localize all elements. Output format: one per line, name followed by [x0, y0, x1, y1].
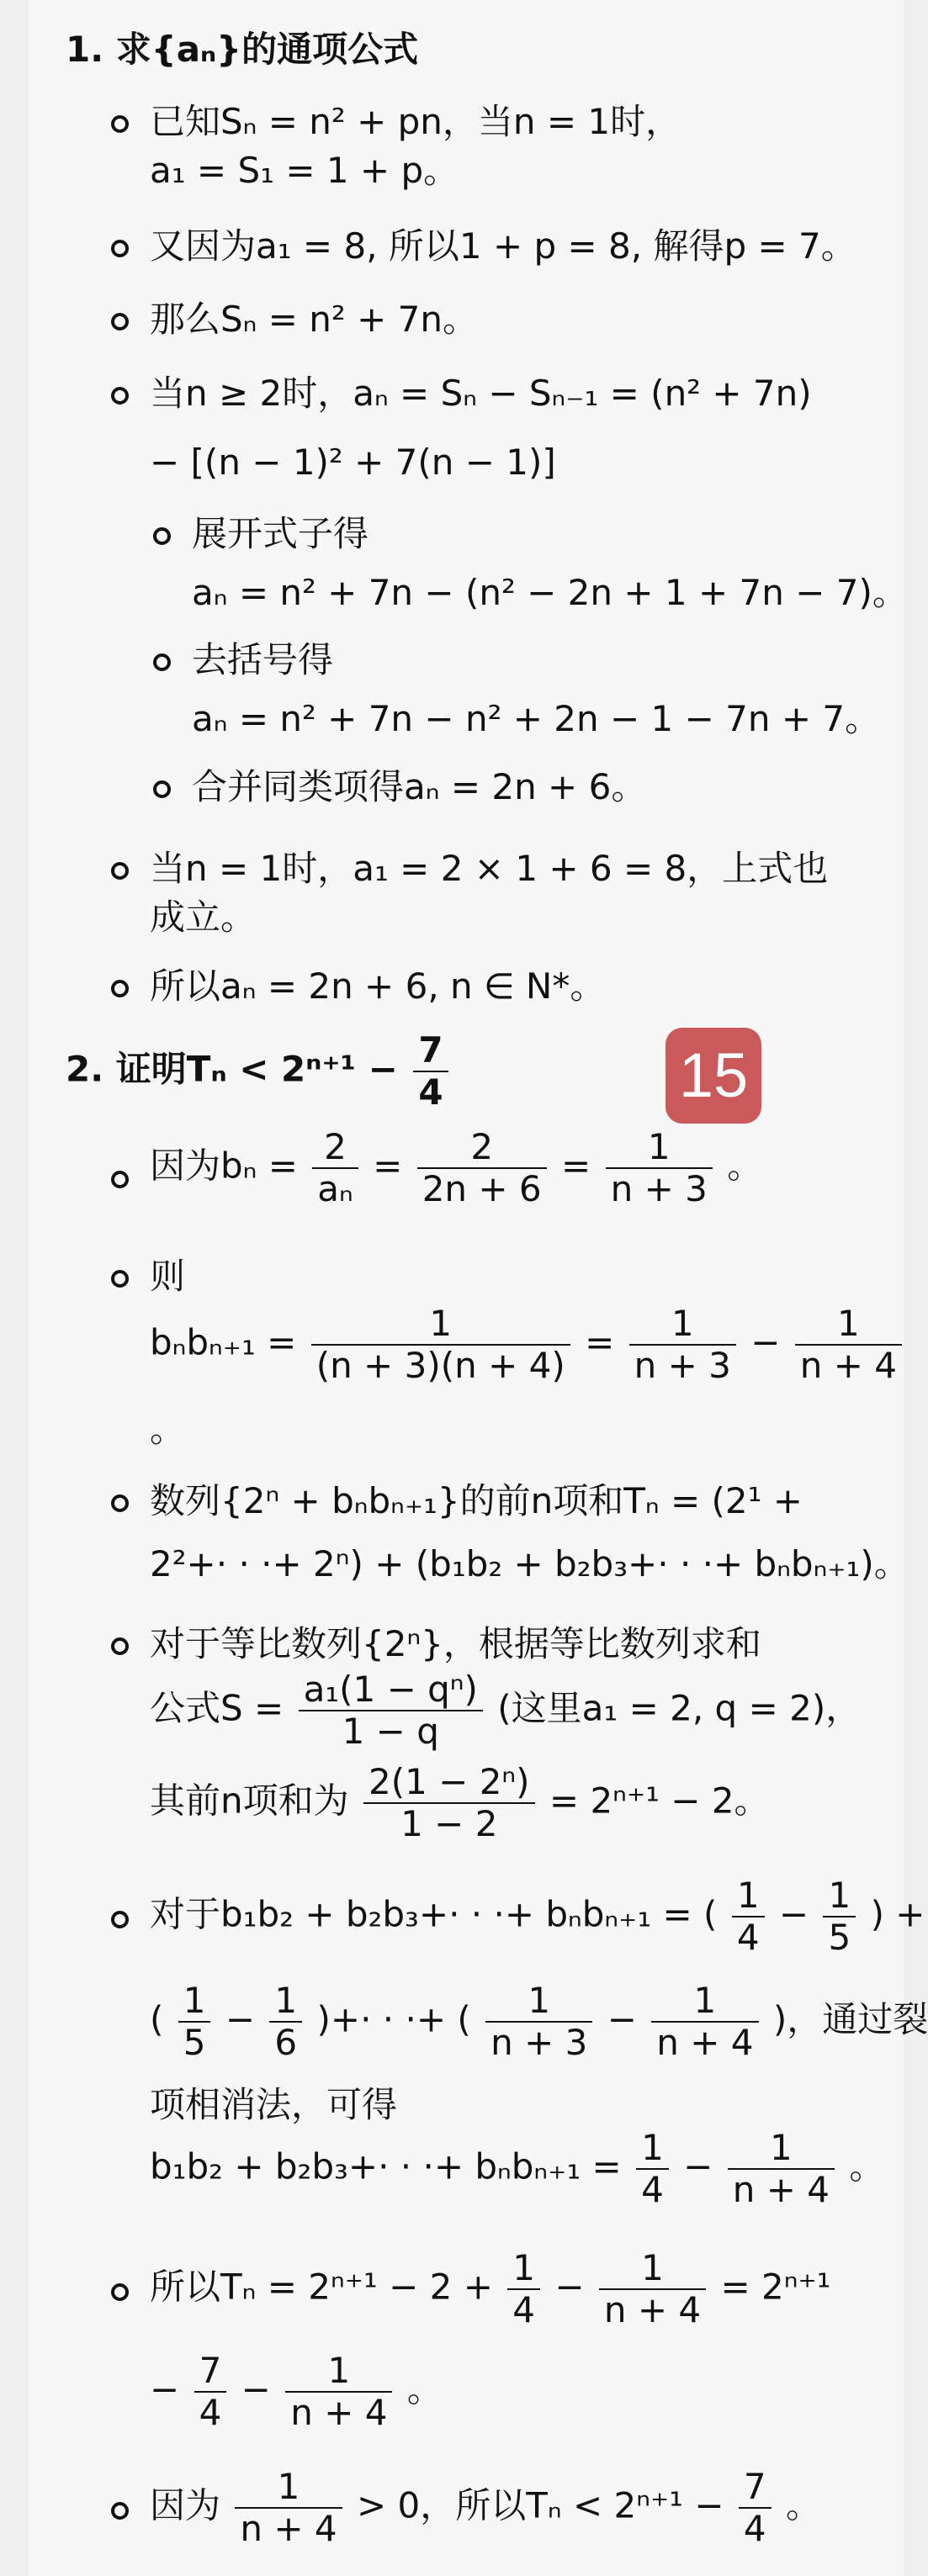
- denominator: 4: [743, 2508, 766, 2549]
- fraction: [823, 1875, 856, 1958]
- text: −: [607, 1998, 637, 2040]
- text: 因为: [150, 2484, 221, 2526]
- text: (: [150, 1998, 164, 2040]
- numerator: 1: [285, 2351, 392, 2393]
- bullet-icon: [111, 1637, 129, 1655]
- numerator: a₁(1 − qⁿ): [299, 1669, 483, 1711]
- list-item: [150, 1875, 925, 1958]
- list-item-continuation: [150, 1981, 928, 2063]
- list-item: 对于等比数列{2ⁿ}，根据等比数列求和: [150, 1623, 761, 1664]
- denominator: n + 3: [491, 2022, 588, 2063]
- sub-list-item: 去括号得: [192, 639, 334, 680]
- numerator: 1: [599, 2248, 706, 2290]
- fraction: [485, 1981, 592, 2063]
- numerator: 7: [739, 2467, 772, 2509]
- denominator: (n + 3)(n + 4): [316, 1345, 565, 1386]
- text: =: [561, 1145, 591, 1187]
- fraction: [269, 1981, 302, 2063]
- list-item: 所以aₙ = 2n + 6, n ∈ N*。: [150, 965, 606, 1007]
- text: −: [554, 2266, 585, 2308]
- list-item-continuation: 2²+· · ·+ 2ⁿ) + (b₁b₂ + b₂b₃+· · ·+ bₙbₙ₊₁)。: [150, 1543, 909, 1584]
- numerator: 1: [485, 1981, 592, 2023]
- numerator: 7: [194, 2351, 227, 2393]
- bullet-icon: [111, 2283, 129, 2301]
- numerator: 2: [312, 1127, 358, 1169]
- text: =: [585, 1321, 615, 1363]
- text: (这里a₁ = 2, q = 2)，: [497, 1687, 862, 1729]
- text: )，通过裂: [772, 1998, 928, 2040]
- sub-list-item: 展开式子得: [192, 513, 369, 554]
- sub-list-item-continuation: aₙ = n² + 7n − n² + 2n − 1 − 7n + 7。: [192, 698, 881, 739]
- numerator: 1: [507, 2248, 540, 2290]
- bullet-icon: [111, 240, 129, 257]
- text: −: [683, 2145, 713, 2187]
- text: b₁b₂ + b₂b₃+· · ·+ bₙbₙ₊₁ =: [150, 2145, 622, 2187]
- numerator: 1: [823, 1875, 856, 1917]
- fraction: [728, 2128, 835, 2210]
- text: −: [241, 2368, 271, 2410]
- heading-text: 2. 证明Tₙ < 2ⁿ⁺¹ −: [66, 1048, 398, 1090]
- text: 。: [849, 2145, 885, 2187]
- denominator: 4: [512, 2289, 535, 2330]
- bullet-icon: [111, 313, 129, 331]
- fraction: [507, 2248, 540, 2330]
- bullet-icon: [111, 1911, 129, 1928]
- fraction: [312, 1127, 358, 1209]
- list-item-continuation: [150, 1304, 905, 1386]
- fraction: [311, 1304, 570, 1386]
- numerator: 1: [629, 1304, 736, 1346]
- bullet-icon: [111, 980, 129, 997]
- fraction: [194, 2351, 227, 2433]
- numerator: 1: [269, 1981, 302, 2023]
- denominator: 4: [736, 1917, 760, 1958]
- text: 其前n项和为: [150, 1780, 349, 1822]
- fraction: [299, 1669, 483, 1752]
- list-item-continuation: 成立。: [150, 897, 257, 938]
- denominator: n + 3: [634, 1345, 731, 1386]
- bullet-icon: [111, 387, 129, 405]
- fraction: [363, 1762, 535, 1844]
- bullet-icon: [111, 1270, 129, 1288]
- denominator: 4: [199, 2392, 222, 2433]
- text: )+· · ·+ (: [316, 1998, 471, 2040]
- bullet-icon: [111, 1171, 129, 1188]
- denominator: n + 4: [240, 2508, 337, 2549]
- list-item: [150, 1127, 762, 1209]
- list-item-continuation: [150, 2351, 443, 2433]
- denominator: 6: [274, 2022, 298, 2063]
- bullet-icon: [153, 780, 171, 798]
- fraction: [629, 1304, 736, 1386]
- fraction: [651, 1981, 758, 2063]
- bullet-icon: [111, 2502, 129, 2520]
- text: =: [373, 1145, 403, 1187]
- text: 所以Tₙ = 2ⁿ⁺¹ − 2 +: [150, 2266, 493, 2308]
- fraction: [732, 1875, 765, 1958]
- list-item: 又因为a₁ = 8, 所以1 + p = 8, 解得p = 7。: [150, 225, 856, 267]
- list-item: 那么Sₙ = n² + 7n。: [150, 299, 478, 340]
- numerator: 1: [636, 2128, 669, 2170]
- denominator: n + 4: [656, 2022, 754, 2063]
- numerator: 1: [606, 1127, 713, 1169]
- text: −: [750, 1321, 781, 1363]
- denominator: 5: [183, 2022, 206, 2063]
- fraction: [795, 1304, 902, 1386]
- document-page: [29, 0, 928, 2576]
- text: 对于b₁b₂ + b₂b₃+· · ·+ bₙbₙ₊₁ = (: [150, 1893, 718, 1935]
- numerator: 1: [795, 1304, 902, 1346]
- fraction: [417, 1127, 547, 1209]
- list-item-continuation: [150, 1762, 770, 1844]
- list-item-continuation: [150, 2128, 884, 2210]
- fraction: [235, 2467, 342, 2549]
- fraction: [606, 1127, 713, 1209]
- sub-list-item: 合并同类项得aₙ = 2n + 6。: [192, 766, 647, 807]
- denominator: 1 − 2: [400, 1803, 498, 1844]
- numerator: 1: [235, 2467, 342, 2509]
- fraction: [739, 2467, 772, 2549]
- fraction: [599, 2248, 706, 2330]
- section-1-heading: 1. 求{aₙ}的通项公式: [66, 29, 419, 70]
- text: 。: [785, 2484, 821, 2526]
- list-item: 数列{2ⁿ + bₙbₙ₊₁}的前n项和Tₙ = (2¹ +: [150, 1480, 803, 1521]
- numerator: 2(1 − 2ⁿ): [363, 1762, 535, 1804]
- list-item: 当n = 1时，a₁ = 2 × 1 + 6 = 8，上式也: [150, 848, 829, 889]
- fraction: [636, 2128, 669, 2210]
- text: 因为bₙ =: [150, 1145, 298, 1187]
- denominator: 5: [828, 1917, 851, 1958]
- denominator: 4: [641, 2169, 664, 2210]
- fraction: [178, 1981, 211, 2063]
- list-item: [150, 2248, 831, 2330]
- text: 。: [727, 1145, 763, 1187]
- denominator: 2n + 6: [422, 1168, 542, 1209]
- text: −: [778, 1893, 809, 1935]
- fraction: [413, 1030, 448, 1113]
- text: −: [150, 2368, 180, 2410]
- list-item: 当n ≥ 2时，aₙ = Sₙ − Sₙ₋₁ = (n² + 7n): [150, 373, 812, 414]
- list-item-continuation: − [(n − 1)² + 7(n − 1)]: [150, 442, 556, 483]
- numerator: 2: [417, 1127, 547, 1169]
- list-item-continuation: 。: [150, 1409, 186, 1450]
- numerator: 1: [732, 1875, 765, 1917]
- text: = 2ⁿ⁺¹: [720, 2266, 831, 2308]
- text: bₙbₙ₊₁ =: [150, 1321, 297, 1363]
- numerator: 1: [651, 1981, 758, 2023]
- bullet-icon: [111, 862, 129, 880]
- numerator: 1: [728, 2128, 835, 2170]
- denominator: 4: [418, 1071, 443, 1113]
- list-item-continuation: 项相消法，可得: [150, 2084, 398, 2125]
- list-item: [150, 2467, 821, 2549]
- numerator: 1: [311, 1304, 570, 1346]
- text: = 2ⁿ⁺¹ − 2。: [549, 1780, 770, 1822]
- list-item-continuation: [150, 1669, 861, 1752]
- text: 公式S =: [150, 1687, 284, 1729]
- list-item: 则: [150, 1256, 186, 1297]
- denominator: 1 − q: [342, 1711, 439, 1752]
- denominator: n + 4: [290, 2392, 388, 2433]
- text: ) +: [870, 1893, 925, 1935]
- text: > 0，所以Tₙ < 2ⁿ⁺¹ −: [356, 2484, 724, 2526]
- text: 。: [406, 2368, 443, 2410]
- bullet-icon: [111, 115, 129, 133]
- numerator: 1: [178, 1981, 211, 2023]
- page-number-badge: 15: [666, 1028, 761, 1124]
- section-2-heading: [66, 1030, 452, 1113]
- list-item-continuation: a₁ = S₁ = 1 + p。: [150, 150, 459, 191]
- denominator: n + 3: [610, 1168, 708, 1209]
- fraction: [285, 2351, 392, 2433]
- numerator: 7: [413, 1030, 448, 1072]
- bullet-icon: [153, 653, 171, 671]
- sub-list-item-continuation: aₙ = n² + 7n − (n² − 2n + 1 + 7n − 7)。: [192, 572, 908, 613]
- text: −: [225, 1998, 256, 2040]
- denominator: n + 4: [732, 2169, 830, 2210]
- denominator: aₙ: [317, 1168, 353, 1209]
- bullet-icon: [111, 1494, 129, 1512]
- list-item: 已知Sₙ = n² + pn，当n = 1时，: [150, 101, 681, 142]
- denominator: n + 4: [799, 1345, 898, 1386]
- bullet-icon: [153, 527, 171, 545]
- denominator: n + 4: [603, 2289, 702, 2330]
